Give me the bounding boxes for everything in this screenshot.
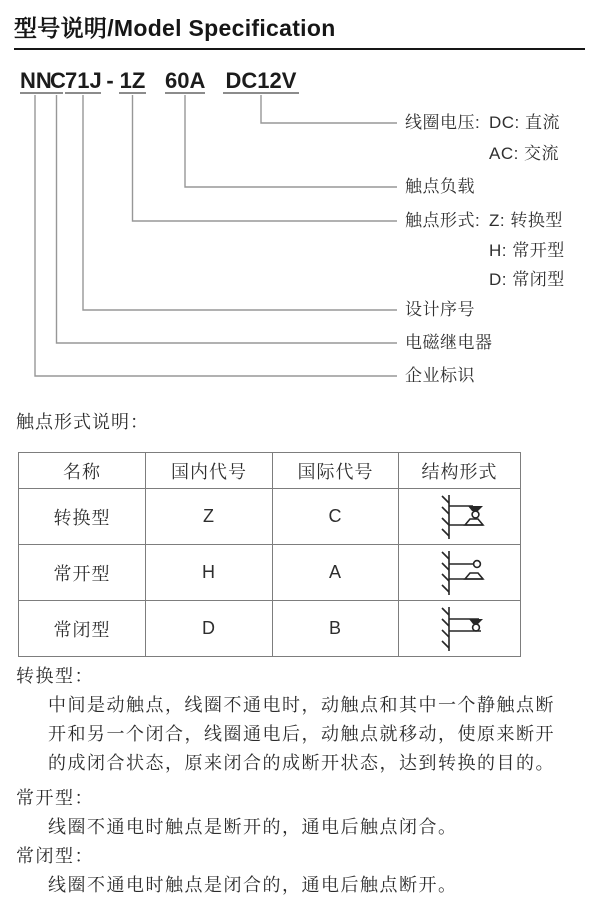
domestic-code-cell: Z: [146, 489, 273, 545]
callout-contact-form: [405, 211, 563, 231]
contact-form-heading: 触点形式说明：: [16, 412, 149, 432]
explanation-changeover: [16, 662, 588, 778]
column-header-name: 名称: [19, 453, 146, 489]
international-code-cell: B: [273, 601, 399, 657]
model-code-segment-design-serial: 71J: [65, 68, 102, 93]
column-header-structure: 结构形式: [399, 453, 521, 489]
model-code-segment-contact-form: 1Z: [119, 68, 146, 93]
page-title: 型号说明/Model Specification: [14, 15, 585, 50]
model-code-segment-contact-load: 60A: [165, 68, 206, 93]
callout-coil-voltage-ac: AC: 交流: [489, 144, 560, 163]
table-header-row: [19, 453, 521, 489]
model-code-segment-relay-type: C: [50, 68, 66, 93]
callout-contact-load: 触点负载: [405, 177, 475, 196]
model-code-segment-dash: -: [106, 68, 114, 93]
callout-coil-voltage-dc: DC: 直流: [489, 113, 560, 132]
contact-name-cell: 转换型: [19, 489, 146, 545]
explanation-term: 常闭型：: [16, 846, 94, 866]
connector-design-serial: [83, 95, 397, 310]
callout-contact-form-label: 触点形式:: [405, 211, 481, 230]
callout-contact-form-d: D: 常闭型: [489, 270, 565, 289]
callout-coil-voltage-label: 线圈电压:: [405, 113, 481, 132]
contact-form-table: [18, 452, 521, 657]
domestic-code-cell: D: [146, 601, 273, 657]
callout-coil-voltage: [405, 113, 560, 133]
international-code-cell: C: [273, 489, 399, 545]
contact-name-cell: 常闭型: [19, 601, 146, 657]
callout-design-serial: 设计序号: [405, 300, 475, 319]
explanation-term: 常开型：: [16, 788, 94, 808]
structure-symbol-cell: [399, 601, 521, 657]
changeover-contact-icon: [431, 492, 489, 542]
explanation-normally-closed: [16, 842, 588, 900]
callout-connector-lines: [0, 0, 600, 400]
contact-name-cell: 常开型: [19, 545, 146, 601]
domestic-code-cell: H: [146, 545, 273, 601]
connector-company-mark: [35, 95, 397, 376]
column-header-intl-code: 国际代号: [273, 453, 399, 489]
international-code-cell: A: [273, 545, 399, 601]
callout-contact-form-h: H: 常开型: [489, 241, 565, 260]
normally-closed-contact-icon: [431, 604, 489, 654]
explanation-normally-open: [16, 784, 588, 842]
connector-contact-load: [185, 95, 397, 187]
structure-symbol-cell: [399, 489, 521, 545]
connector-coil-voltage: [261, 95, 397, 123]
table-row-normally-open: [19, 545, 521, 601]
explanation-description: 线圈不通电时触点是断开的，通电后触点闭合。: [48, 817, 458, 837]
callout-relay: 电磁继电器: [405, 333, 493, 352]
connector-contact-form: [133, 95, 398, 221]
model-code-segment-coil-voltage: DC12V: [223, 70, 299, 94]
normally-open-contact-icon: [431, 548, 489, 598]
table-row-changeover: [19, 489, 521, 545]
explanation-term: 转换型：: [16, 666, 94, 686]
explanation-description: 线圈不通电时触点是闭合的，通电后触点断开。: [48, 875, 458, 895]
table-row-normally-closed: [19, 601, 521, 657]
callout-contact-form-z: Z: 转换型: [489, 211, 563, 230]
callout-company-mark: 企业标识: [405, 366, 475, 385]
connector-relay: [57, 95, 398, 343]
model-code-segment-brand: NN: [20, 68, 52, 93]
column-header-domestic-code: 国内代号: [146, 453, 273, 489]
explanation-description: 中间是动触点，线圈不通电时，动触点和其中一个静触点断开和另一个闭合，线圈通电后，动触点就移动，使原来断开的成闭合状态，原来闭合的成断开状态，达到转换的目的。: [48, 695, 555, 773]
structure-symbol-cell: [399, 545, 521, 601]
